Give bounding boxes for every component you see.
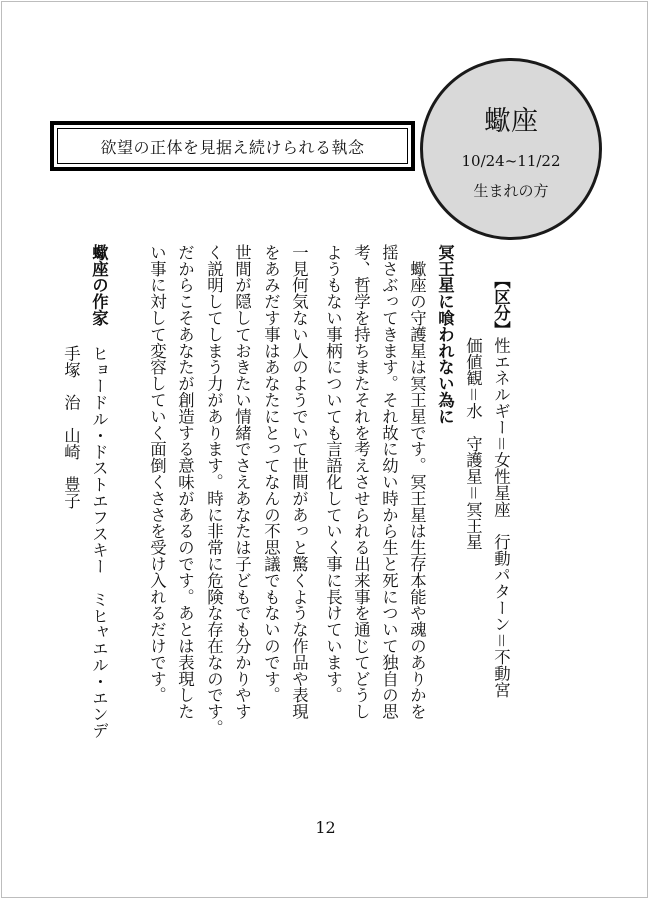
body-line: をあみだす事はあなたにとってなんの不思議でもないのです。 (261, 244, 281, 704)
sign-born-label: 生まれの方 (473, 182, 549, 200)
sign-circle (420, 58, 602, 240)
body-line: 一見何気ない人のようでいて世間があっと驚くような作品や表現 (289, 244, 309, 720)
body-line: く説明してしまう力があります。時に非常に危険な存在なのです。 (204, 244, 224, 736)
sign-name: 蠍座 (484, 106, 538, 137)
classification-line-1: 性エネルギー＝女性星座 行動パターン＝不動宮 (491, 337, 511, 698)
page-title: 欲望の正体を見据え続けられる執念 (100, 137, 365, 157)
classification-line-2: 価値観＝水 守護星＝冥王星 (463, 337, 483, 551)
body-line: 考、哲学を持ちまたそれを考えさせられる出来事を通じてどうし (351, 244, 371, 720)
body-line: 蠍座の守護星は冥王星です。冥王星は生存本能や魂のありかを (407, 244, 427, 720)
body-line: 揺さぶってきます。それ故に幼い時から生と死について独自の思 (379, 244, 399, 720)
body-line: い事に対して変容していく面倒くささを受け入れるだけです。 (147, 244, 167, 704)
body-line: だからこそあなたが創造する意味があるのです。あとは表現した (175, 244, 195, 720)
classification-label: 【区分】 (491, 272, 511, 338)
page-number: 12 (315, 818, 336, 837)
authors-line-2: 手塚 治 山崎 豊子 (61, 345, 81, 509)
authors-line-1: ヒョードル・ドストエフスキー ミヒャエル・エンデ (89, 345, 109, 739)
section-heading: 冥王星に喰われない為に (435, 244, 455, 425)
body-line: ようもない事柄についても言語化していく事に長けています。 (323, 244, 343, 704)
title-box-inner (57, 128, 408, 164)
title-box (50, 121, 415, 171)
authors-heading: 蠍座の作家 (89, 244, 109, 326)
sign-dates: 10/24~11/22 (461, 152, 561, 170)
body-line: 世間が隠しておきたい情緒でさえあなたは子どもでも分かりやす (232, 244, 252, 720)
